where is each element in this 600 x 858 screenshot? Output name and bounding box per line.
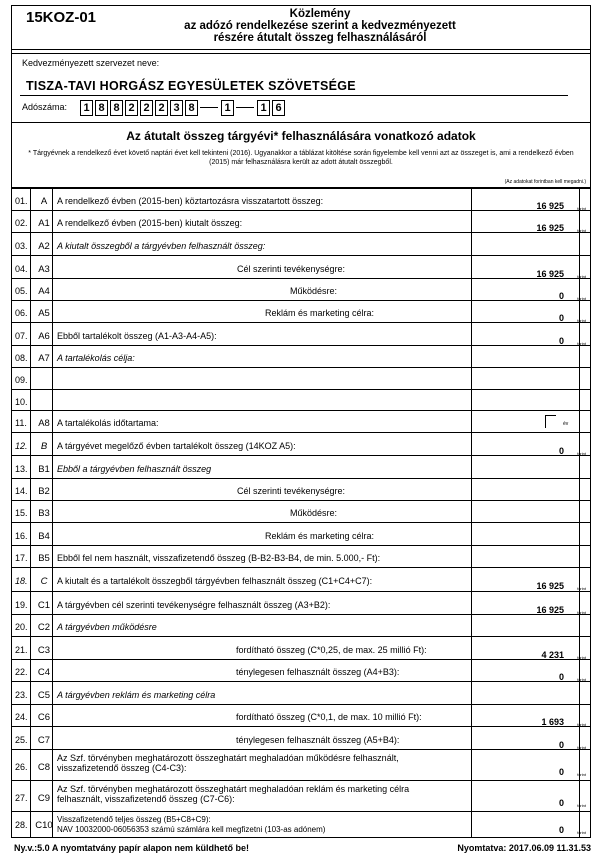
row-number: 23. (15, 689, 28, 700)
tax-digit-box[interactable]: 6 (272, 100, 285, 116)
divider (11, 53, 591, 54)
row-number: 13. (15, 463, 28, 474)
row-number: 18. (15, 576, 28, 586)
row-label: A rendelkező évben (2015-ben) köztartozásra visszatartott összeg: (57, 196, 324, 206)
row-divider (11, 210, 591, 211)
row-divider (11, 614, 591, 615)
row-label: A tárgyévben működésre (57, 622, 157, 632)
row-number: 08. (15, 353, 28, 363)
footnote: * Tárgyévnek a rendelkező évet követő naptári évet kell tekinteni (2016). Ugyanakkor a táblázat kitöltése során figyelembe kell venni azt az összeget is, ami a rendelkező évben (2015) már felhasználásra került az adott átutalt összegből. (28, 150, 574, 166)
row-label: Cél szerinti tevékenységre: (237, 486, 346, 496)
row-divider (11, 500, 591, 501)
row-label: ténylegesen felhasznált összeg (A5+B4): (236, 734, 400, 745)
row-value[interactable]: 0 (558, 825, 564, 835)
tax-digit-box[interactable]: 8 (110, 100, 123, 116)
row-number: 14. (15, 486, 28, 496)
row-label: A tárgyévben cél szerinti tevékenységre felhasznált összeg (A3+B2): (57, 599, 331, 610)
row-divider (11, 726, 591, 727)
row-label-cont: felhasznált, visszafizetendő összeg (C7-C6): (57, 794, 235, 804)
row-number: 02. (15, 218, 28, 228)
row-divider (11, 278, 591, 279)
column-line (52, 188, 53, 838)
row-divider (11, 188, 591, 189)
row-code: C8 (37, 761, 51, 773)
row-number: 01. (15, 196, 28, 206)
row-label-cont: NAV 10032000-06056353 számú számlára kell megfizetni (103-as adónem) (57, 825, 326, 834)
row-value[interactable]: 0 (558, 672, 564, 682)
row-code: B2 (38, 486, 50, 497)
unit-label: forint (577, 228, 586, 233)
row-value[interactable]: 16 925 (536, 223, 564, 233)
row-code: C3 (37, 644, 51, 656)
row-value[interactable]: 16 925 (536, 268, 564, 279)
unit-label: forint (577, 722, 586, 727)
row-value[interactable]: 0 (558, 739, 564, 750)
row-divider (11, 432, 591, 433)
row-value[interactable]: 4 231 (541, 649, 564, 660)
tax-label: Adószáma: (22, 102, 68, 112)
row-number: 15. (15, 508, 28, 518)
row-code: C7 (37, 734, 51, 746)
unit-label: forint (577, 318, 586, 323)
tax-digit-box[interactable]: 1 (221, 100, 234, 116)
tax-digit-box[interactable]: 2 (155, 100, 168, 116)
row-divider (11, 749, 591, 750)
row-number: 10. (15, 396, 28, 407)
row-number: 21. (15, 644, 28, 655)
row-number: 25. (15, 734, 28, 745)
row-code: C9 (37, 792, 51, 804)
row-divider (11, 636, 591, 637)
row-number: 19. (15, 599, 28, 610)
row-number: 06. (15, 308, 28, 318)
unit-label: forint (577, 744, 586, 750)
row-label: Az Szf. törvényben meghatározott összeghatárt meghaladóan működésre felhasznált, (57, 753, 399, 763)
unit-label: forint (577, 654, 586, 660)
row-label: A tartalékolás időtartama: (57, 418, 159, 428)
row-number: 16. (15, 530, 28, 541)
unit-label: forint (577, 450, 586, 456)
row-label: Működésre: (290, 508, 338, 518)
org-name[interactable]: TISZA-TAVI HORGÁSZ EGYESÜLETEK SZÖVETSÉGE (26, 79, 356, 93)
tax-digit-box[interactable]: 3 (170, 100, 183, 116)
row-divider (11, 478, 591, 479)
row-label (57, 753, 399, 773)
row-code: B (40, 440, 48, 452)
row-divider (11, 811, 591, 812)
row-number: 17. (15, 553, 28, 563)
row-value[interactable]: 16 925 (536, 201, 564, 211)
unit-label: forint (577, 609, 586, 615)
row-divider (11, 232, 591, 233)
row-divider (11, 410, 591, 411)
row-label (57, 784, 409, 804)
row-label: A rendelkező évben (2015-ben) kiutalt összeg: (57, 218, 243, 228)
tax-digit-box[interactable]: 1 (80, 100, 93, 116)
divider (11, 49, 591, 50)
row-code: C2 (37, 622, 51, 633)
title-line-2: az adózó rendelkezése szerint a kedvezményezett (184, 20, 456, 32)
row-value[interactable]: 0 (558, 313, 564, 323)
tax-digit-box[interactable]: 2 (125, 100, 138, 116)
row-number: 05. (15, 286, 28, 296)
row-code: A3 (38, 263, 50, 275)
row-label-cont: visszafizetendő összeg (C4-C3): (57, 763, 187, 773)
row-divider (11, 300, 591, 301)
row-value[interactable]: 0 (558, 766, 564, 777)
row-value[interactable]: 16 925 (536, 604, 564, 615)
row-code: A6 (38, 330, 50, 342)
row-code: C5 (37, 689, 51, 701)
row-code: A1 (38, 218, 50, 229)
row-divider (11, 704, 591, 705)
row-label: fordítható összeg (C*0,1, de max. 10 millió Ft): (236, 712, 422, 722)
row-number: 22. (15, 667, 28, 677)
row-label: A kiutalt és a tartalékolt összegből tárgyévben felhasznált összeg (C1+C4+C7): (57, 576, 373, 586)
row-label: Ebből tartalékolt összeg (A1-A3-A4-A5): (57, 330, 217, 341)
row-divider (11, 522, 591, 523)
value-column-line (471, 188, 472, 838)
row-code: C1 (37, 599, 51, 611)
row-number: 26. (15, 761, 28, 772)
unit-label: forint (577, 830, 586, 835)
row-code: B3 (38, 508, 50, 519)
row-code: A8 (38, 418, 50, 429)
tax-dash (200, 107, 218, 108)
row-number: 04. (15, 263, 28, 274)
row-divider (11, 780, 591, 781)
row-label: Működésre: (290, 286, 338, 296)
row-label: Ebből a tárgyévben felhasznált összeg (57, 463, 212, 474)
unit-label: forint (577, 771, 586, 777)
row-value[interactable]: 16 925 (536, 581, 564, 591)
row-code: B4 (38, 530, 50, 542)
tax-digit-box[interactable]: 8 (185, 100, 198, 116)
row-number: 07. (15, 330, 28, 341)
row-divider (11, 255, 591, 256)
row-label: Cél szerinti tevékenységre: (237, 263, 346, 274)
underline (20, 95, 568, 96)
row-number: 24. (15, 712, 28, 722)
row-label: Reklám és marketing célra: (265, 530, 375, 541)
row-divider (11, 322, 591, 323)
title-line-1: Közlemény (289, 8, 351, 20)
row-divider (11, 389, 591, 390)
year-box[interactable] (545, 415, 556, 428)
row-code: B1 (38, 463, 50, 475)
row-number: 11. (15, 418, 27, 428)
unit-label: forint (577, 677, 586, 682)
year-label: év (563, 421, 569, 427)
unit-label: forint (577, 206, 586, 211)
row-label: A tárgyévet megelőző évben tartalékolt összeg (14KOZ A5): (57, 440, 296, 451)
row-value[interactable]: 0 (558, 291, 564, 301)
row-code: B5 (38, 553, 50, 564)
row-code: A2 (38, 240, 50, 252)
unit-label: forint (577, 586, 586, 591)
row-label: A tárgyévben reklám és marketing célra (57, 689, 216, 700)
row-label: ténylegesen felhasznált összeg (A4+B3): (236, 667, 400, 677)
currency-note: (Az adatokat forintban kell megadni.) (504, 179, 586, 185)
divider (11, 122, 591, 123)
row-code: A5 (38, 308, 50, 319)
row-divider (11, 545, 591, 546)
column-line (30, 188, 31, 838)
tax-digit-box[interactable]: 1 (257, 100, 270, 116)
row-number: 27. (15, 792, 28, 803)
row-divider (11, 455, 591, 456)
row-divider (11, 681, 591, 682)
row-divider (11, 367, 591, 368)
row-label: Visszafizetendő teljes összeg (B5+C8+C9): (57, 815, 211, 824)
row-divider (11, 591, 591, 592)
unit-label: forint (577, 340, 586, 346)
row-label: Ebből fel nem használt, visszafizetendő összeg (B-B2-B3-B4, de min. 5.000,- Ft): (57, 553, 381, 563)
form-code: 15KOZ-01 (26, 9, 97, 26)
tax-dash (236, 107, 254, 108)
footer-version: Ny.v.:5.0 A nyomtatvány papír alapon nem küldhető be! (14, 843, 250, 853)
row-number: 03. (15, 240, 28, 251)
row-number: 12. (15, 440, 28, 451)
row-divider (11, 567, 591, 568)
row-number: 09. (15, 375, 28, 385)
tax-digit-box[interactable]: 8 (95, 100, 108, 116)
row-label: fordítható összeg (C*0,25, de max. 25 millió Ft): (236, 644, 427, 655)
row-divider (11, 659, 591, 660)
org-label: Kedvezményezett szervezet neve: (22, 58, 160, 68)
title-line-3: részére átutalt összeg felhasználásáról (213, 32, 427, 44)
row-number: 28. (15, 820, 28, 830)
row-value[interactable]: 0 (558, 445, 564, 456)
row-code: C6 (37, 712, 51, 723)
row-value[interactable]: 0 (558, 797, 564, 808)
row-label: A kiutalt összegből a tárgyévben felhasznált összeg: (57, 240, 266, 251)
row-label: Reklám és marketing célra: (265, 308, 375, 318)
row-value[interactable]: 0 (558, 335, 564, 346)
unit-label: forint (577, 296, 586, 301)
row-label: A tartalékolás célja: (57, 353, 135, 363)
row-value[interactable]: 1 693 (541, 717, 564, 727)
footer-printed: Nyomtatva: 2017.06.09 11.31.53 (457, 843, 591, 853)
row-number: 20. (15, 622, 28, 632)
row-code: C (40, 576, 48, 587)
row-code: C10 (35, 820, 53, 831)
row-code: A7 (38, 353, 50, 364)
unit-label: forint (577, 802, 586, 808)
value-column-line (579, 188, 580, 838)
section-title: Az átutalt összeg tárgyévi* felhasználására vonatkozó adatok (126, 129, 476, 143)
row-code: A (40, 196, 48, 207)
unit-label: forint (577, 273, 586, 279)
row-label: Az Szf. törvényben meghatározott összeghatárt meghaladóan reklám és marketing célra (57, 784, 410, 794)
row-divider (11, 345, 591, 346)
row-code: C4 (37, 667, 51, 678)
tax-digit-box[interactable]: 2 (140, 100, 153, 116)
row-label (57, 815, 325, 835)
row-code: A4 (38, 286, 50, 297)
